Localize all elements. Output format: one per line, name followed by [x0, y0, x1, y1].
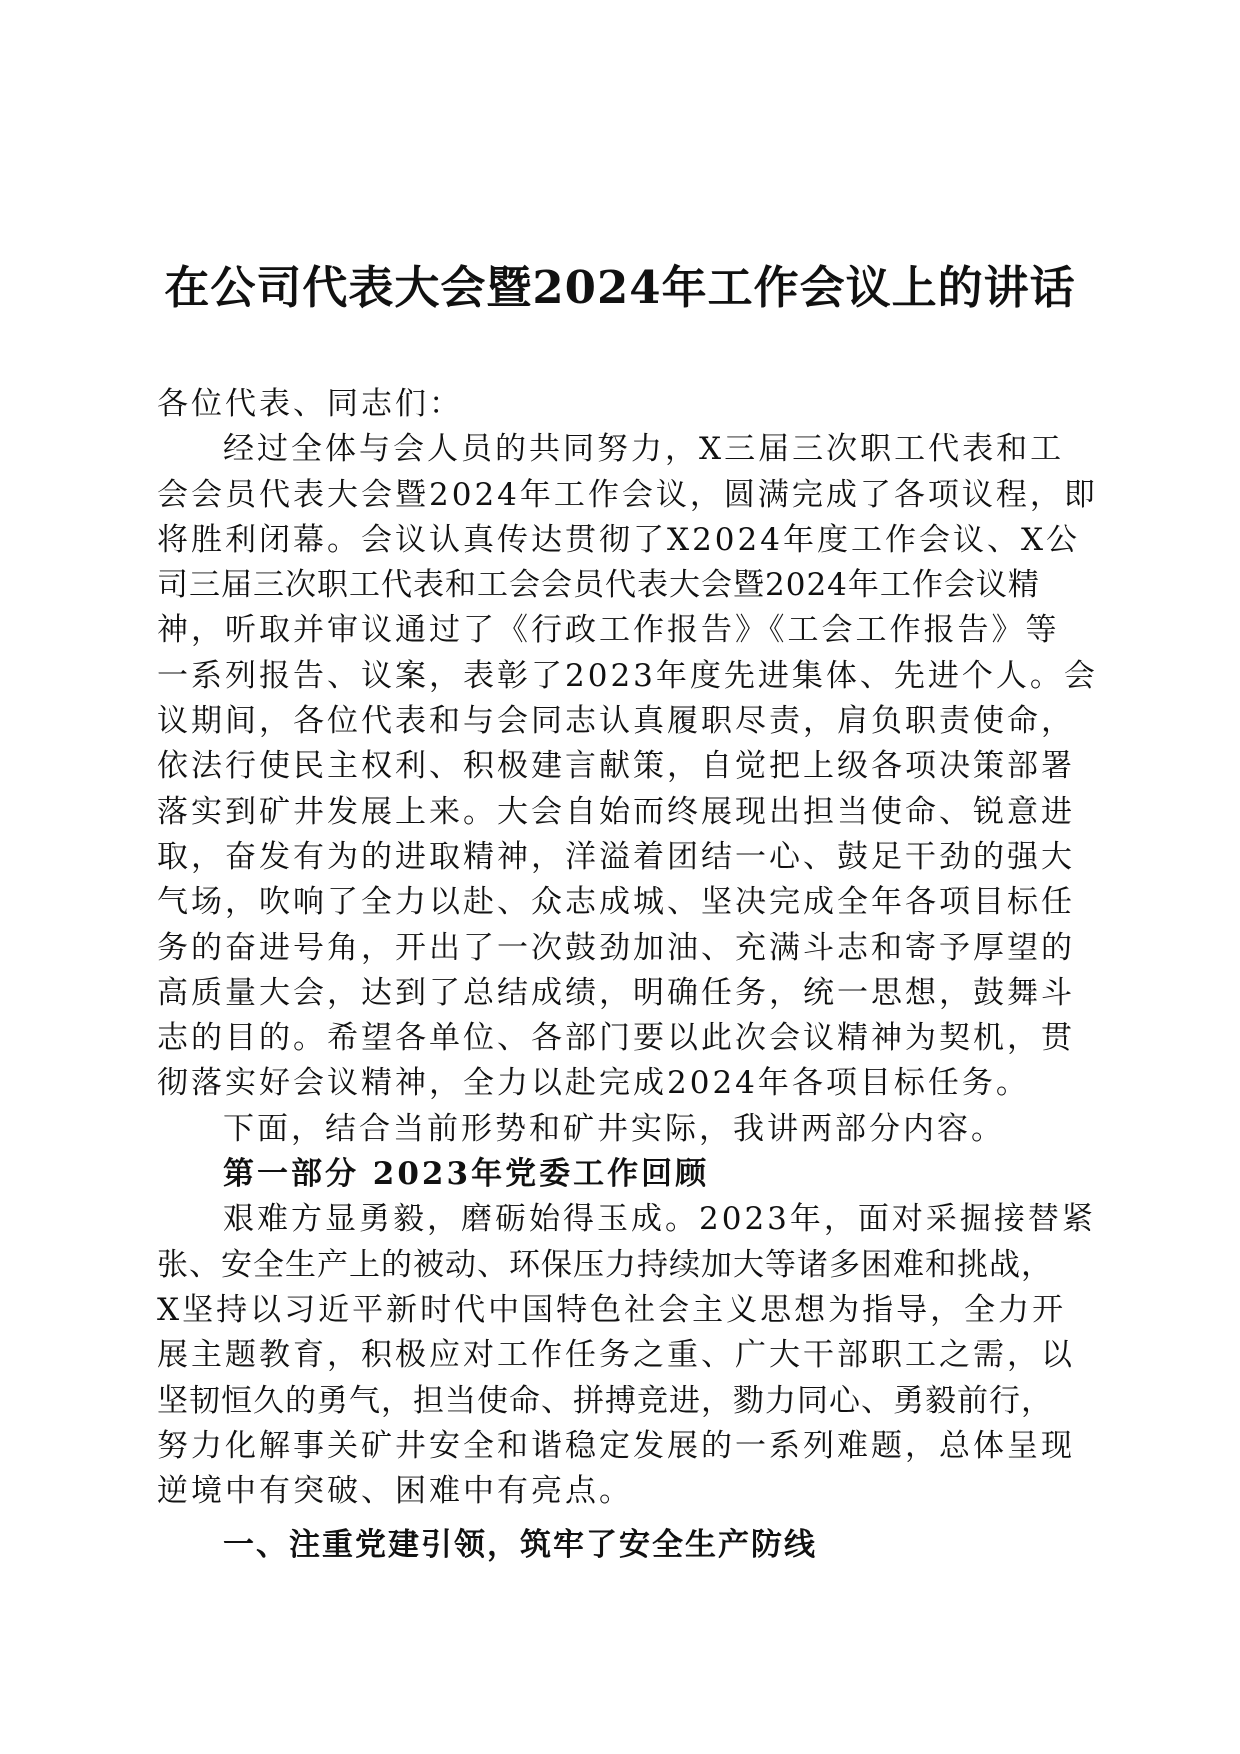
paragraph-line: 务的奋进号角，开出了一次鼓劲加油、充满斗志和寄予厚望的	[157, 929, 1075, 966]
paragraph-2: 下面，结合当前形势和矿井实际，我讲两部分内容。	[223, 1110, 1005, 1147]
paragraph-line: 气场，吹响了全力以赴、众志成城、坚决完成全年各项目标任	[157, 884, 1075, 921]
paragraph-line: 取，奋发有为的进取精神，洋溢着团结一心、鼓足干劲的强大	[157, 838, 1075, 875]
paragraph-line: 将胜利闭幕。会议认真传达贯彻了X2024年度工作会议、X公	[157, 521, 1081, 558]
paragraph-line: 高质量大会，达到了总结成绩，明确任务，统一思想，鼓舞斗	[157, 974, 1075, 1011]
paragraph-line: 努力化解事关矿井安全和谐稳定发展的一系列难题，总体呈现	[157, 1427, 1075, 1464]
paragraph-line: 会会员代表大会暨2024年工作会议，圆满完成了各项议程，即	[157, 476, 1098, 513]
paragraph-line: 经过全体与会人员的共同努力，X三届三次职工代表和工	[223, 431, 1065, 468]
paragraph-1	[157, 427, 1098, 1106]
section-heading: 一、注重党建引领，筑牢了安全生产防线	[223, 1527, 817, 1564]
paragraph-line: 议期间，各位代表和与会同志认真履职尽责，肩负职责使命，	[157, 703, 1075, 740]
paragraph-line: 艰难方显勇毅，磨砺始得玉成。2023年，面对采掘接替紧	[223, 1201, 1096, 1238]
paragraph-line: 展主题教育，积极应对工作任务之重、广大干部职工之需，以	[157, 1337, 1075, 1374]
paragraph-line: 坚韧恒久的勇气，担当使命、拼搏竞进，勠力同心、勇毅前行，	[157, 1382, 1053, 1419]
paragraph-line: 志的目的。希望各单位、各部门要以此次会议精神为契机，贯	[157, 1020, 1075, 1057]
paragraph-3	[157, 1197, 1096, 1514]
paragraph-line: 张、安全生产上的被动、环保压力持续加大等诸多困难和挑战，	[157, 1246, 1053, 1283]
part-heading: 第一部分 2023年党委工作回顾	[223, 1156, 710, 1193]
salutation: 各位代表、同志们：	[157, 386, 463, 422]
document-title: 在公司代表大会暨2024年工作会议上的讲话	[164, 261, 1076, 314]
paragraph-line: 依法行使民主权利、积极建言献策，自觉把上级各项决策部署	[157, 748, 1075, 785]
paragraph-line: 逆境中有突破、困难中有亮点。	[157, 1473, 633, 1510]
paragraph-line: 神，听取并审议通过了《行政工作报告》《工会工作报告》等	[157, 612, 1060, 649]
paragraph-line: 司三届三次职工代表和工会会员代表大会暨2024年工作会议精	[157, 567, 1040, 604]
document-body	[157, 382, 1098, 1569]
paragraph-line: 彻落实好会议精神，全力以赴完成2024年各项目标任务。	[157, 1065, 1030, 1102]
paragraph-line: 落实到矿井发展上来。大会自始而终展现出担当使命、锐意进	[157, 793, 1075, 830]
paragraph-line: X坚持以习近平新时代中国特色社会主义思想为指导，全力开	[157, 1291, 1067, 1328]
paragraph-line: 一系列报告、议案，表彰了2023年度先进集体、先进个人。会	[157, 657, 1098, 694]
